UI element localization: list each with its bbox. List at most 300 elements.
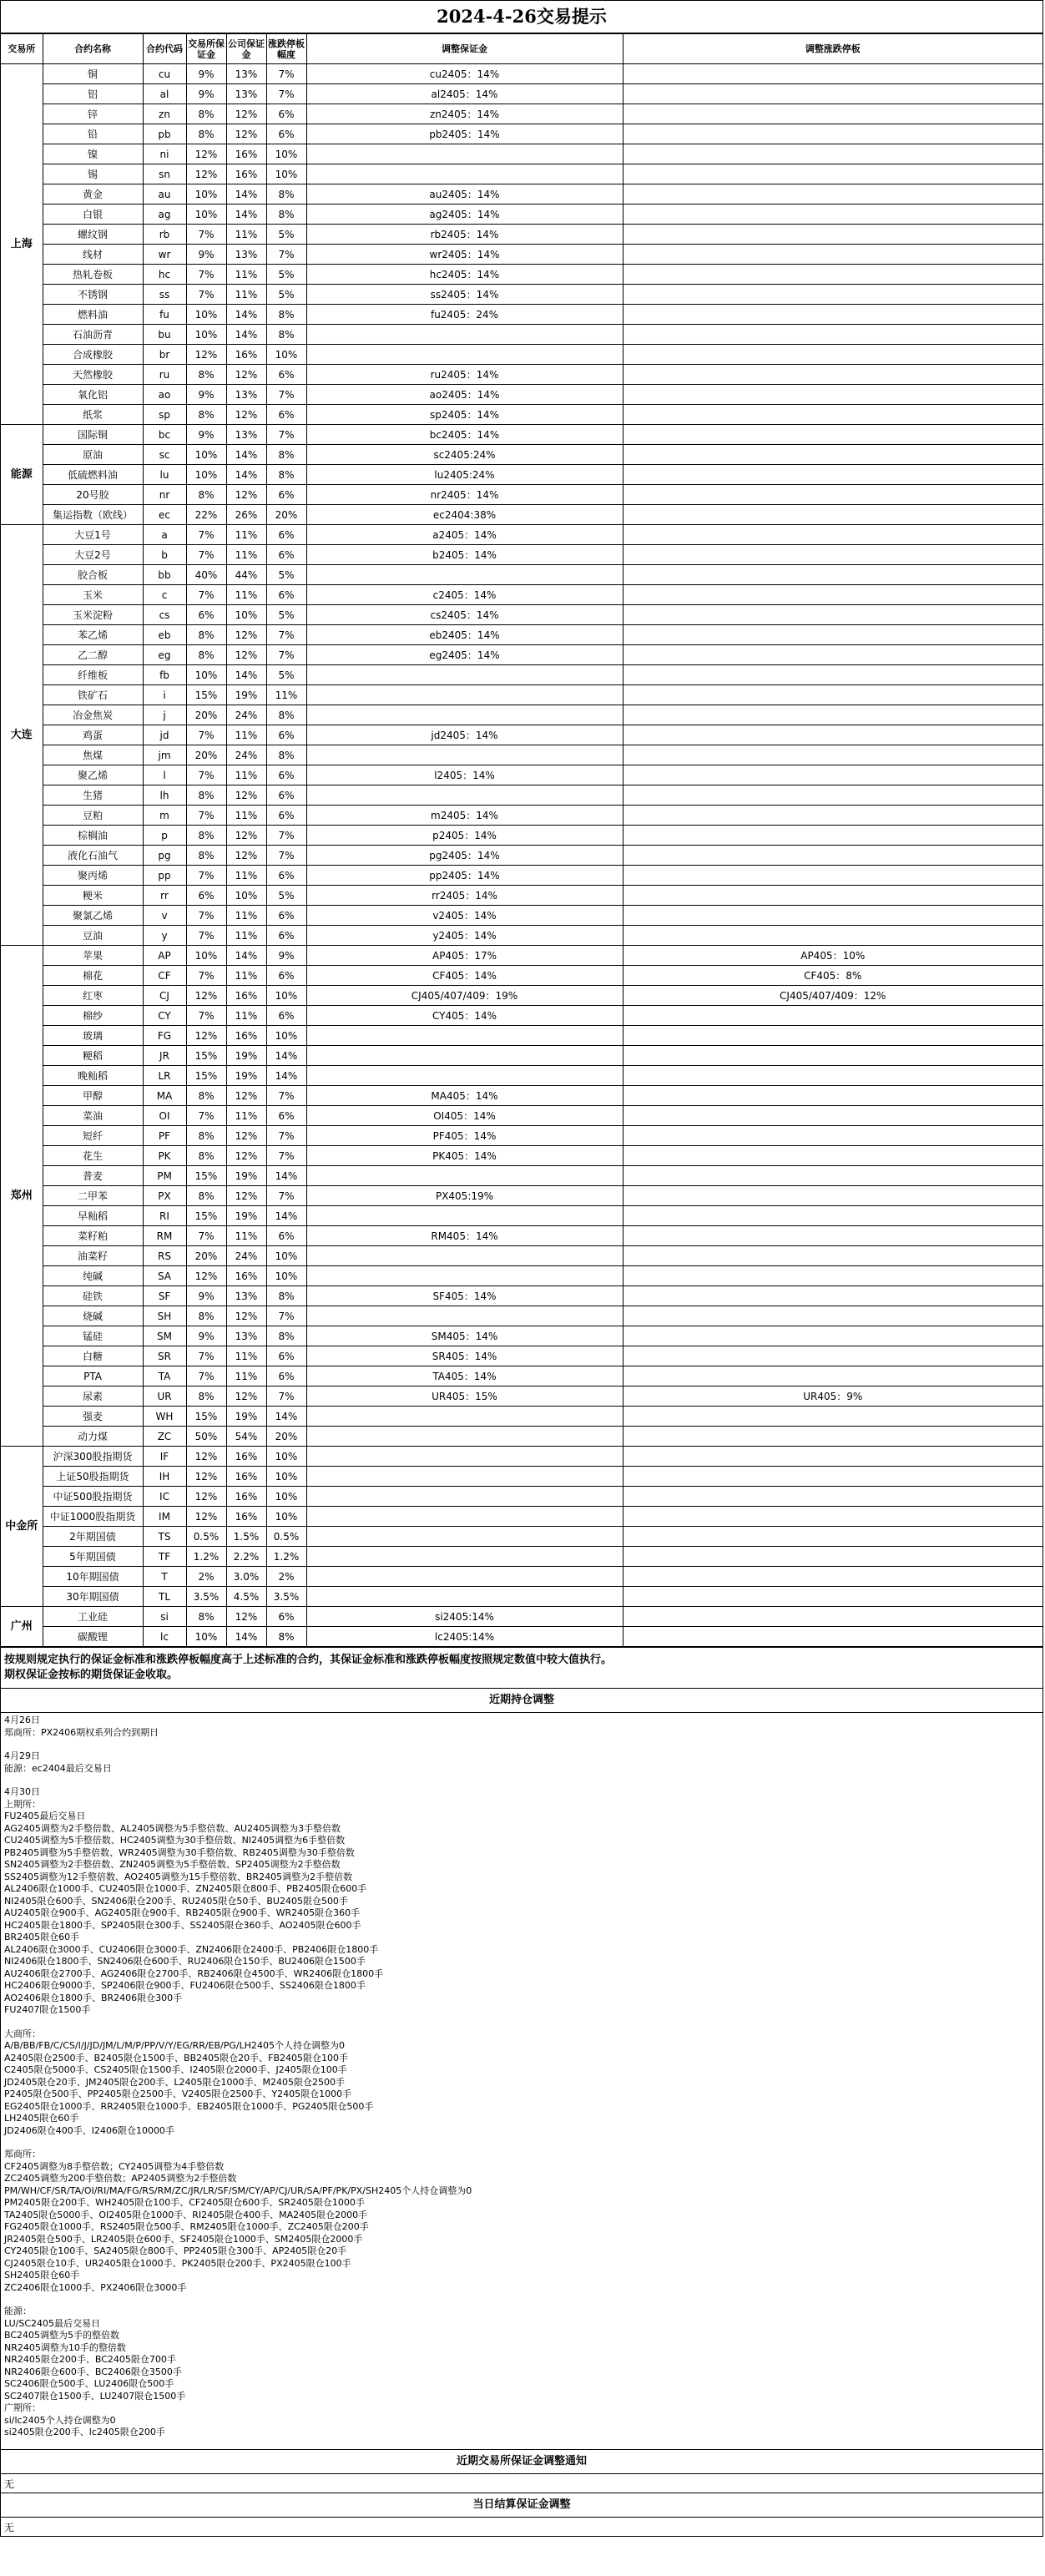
- contract-code-cell: RM: [143, 1226, 186, 1246]
- company-margin-cell: 54%: [226, 1427, 266, 1447]
- adjust-margin-cell: rb2405：14%: [306, 225, 623, 245]
- adjust-limit-cell: [623, 485, 1042, 505]
- table-row: [1, 685, 1042, 705]
- adjust-margin-cell: [306, 325, 623, 345]
- table-row: [1, 525, 1042, 545]
- contract-code-cell: cu: [143, 64, 186, 84]
- limit-range-cell: 5%: [266, 565, 306, 585]
- contract-code-cell: TL: [143, 1587, 186, 1607]
- company-margin-cell: 11%: [226, 285, 266, 305]
- contract-name-cell: 白糖: [43, 1346, 143, 1366]
- adjust-limit-cell: [623, 745, 1042, 765]
- contract-name-cell: 锌: [43, 104, 143, 124]
- exchange-margin-cell: 7%: [186, 1006, 226, 1026]
- exchange-margin-cell: 12%: [186, 345, 226, 365]
- contract-code-cell: p: [143, 826, 186, 846]
- settlement-text: 无: [4, 2521, 15, 2533]
- contract-code-cell: bu: [143, 325, 186, 345]
- company-margin-cell: 4.5%: [226, 1587, 266, 1607]
- adjust-limit-cell: [623, 1046, 1042, 1066]
- adjust-margin-cell: pb2405：14%: [306, 124, 623, 144]
- company-margin-cell: 13%: [226, 84, 266, 104]
- adjust-limit-cell: [623, 184, 1042, 205]
- contract-name-cell: 苹果: [43, 946, 143, 966]
- adjust-limit-cell: [623, 1106, 1042, 1126]
- adjust-limit-cell: [623, 785, 1042, 806]
- contract-code-cell: sn: [143, 164, 186, 184]
- limit-range-cell: 7%: [266, 826, 306, 846]
- adjust-margin-cell: nr2405：14%: [306, 485, 623, 505]
- company-margin-cell: 19%: [226, 1166, 266, 1186]
- adjust-margin-cell: [306, 745, 623, 765]
- contract-code-cell: lc: [143, 1627, 186, 1647]
- contract-code-cell: JR: [143, 1046, 186, 1066]
- adjust-margin-cell: [306, 1026, 623, 1046]
- table-row: [1, 1386, 1042, 1407]
- contract-code-cell: UR: [143, 1386, 186, 1407]
- adjust-margin-cell: [306, 1587, 623, 1607]
- table-row: [1, 1487, 1042, 1507]
- contract-code-cell: lu: [143, 465, 186, 485]
- table-row: [1, 144, 1042, 164]
- limit-range-cell: 3.5%: [266, 1587, 306, 1607]
- adjust-margin-cell: [306, 1166, 623, 1186]
- contract-name-cell: 粳米: [43, 886, 143, 906]
- adjust-margin-cell: [306, 705, 623, 725]
- adjust-limit-cell: [623, 365, 1042, 385]
- exchange-margin-cell: 12%: [186, 1266, 226, 1286]
- table-row: [1, 986, 1042, 1006]
- contract-code-cell: MA: [143, 1086, 186, 1106]
- table-row: [1, 1587, 1042, 1607]
- adjust-limit-cell: [623, 1026, 1042, 1046]
- page-title: 2024-4-26交易提示: [1, 1, 1042, 33]
- table-row: [1, 285, 1042, 305]
- limit-range-cell: 14%: [266, 1166, 306, 1186]
- contract-code-cell: br: [143, 345, 186, 365]
- limit-range-cell: 20%: [266, 505, 306, 525]
- table-row: [1, 1126, 1042, 1146]
- contract-name-cell: 大豆1号: [43, 525, 143, 545]
- table-row: [1, 104, 1042, 124]
- table-row: [1, 1066, 1042, 1086]
- adjust-margin-cell: MA405：14%: [306, 1086, 623, 1106]
- company-margin-cell: 14%: [226, 665, 266, 685]
- exchange-margin-cell: 12%: [186, 1487, 226, 1507]
- table-row: [1, 785, 1042, 806]
- exchange-margin-cell: 15%: [186, 1066, 226, 1086]
- limit-range-cell: 7%: [266, 385, 306, 405]
- contract-code-cell: WH: [143, 1407, 186, 1427]
- table-row: [1, 305, 1042, 325]
- company-margin-cell: 16%: [226, 164, 266, 184]
- limit-range-cell: 7%: [266, 1086, 306, 1106]
- table-row: [1, 866, 1042, 886]
- table-row: [1, 1627, 1042, 1647]
- exchange-margin-cell: 7%: [186, 806, 226, 826]
- adjust-limit-cell: [623, 445, 1042, 465]
- contract-name-cell: 豆油: [43, 926, 143, 946]
- table-row: [1, 585, 1042, 605]
- limit-range-cell: 6%: [266, 906, 306, 926]
- exchange-margin-cell: 8%: [186, 645, 226, 665]
- company-margin-cell: 16%: [226, 1266, 266, 1286]
- contract-name-cell: 豆粕: [43, 806, 143, 826]
- adjust-limit-cell: [623, 1266, 1042, 1286]
- exchange-margin-cell: 12%: [186, 1507, 226, 1527]
- contract-name-cell: 焦煤: [43, 745, 143, 765]
- contract-code-cell: wr: [143, 245, 186, 265]
- adjust-limit-cell: [623, 1447, 1042, 1467]
- company-margin-cell: 11%: [226, 1346, 266, 1366]
- company-margin-cell: 16%: [226, 1026, 266, 1046]
- exchange-margin-cell: 8%: [186, 785, 226, 806]
- adjust-limit-cell: [623, 1507, 1042, 1527]
- rule-note: 按规则规定执行的保证金标准和涨跌停板幅度高于上述标准的合约，其保证金标准和涨跌停板幅度按照规定数值中较大值执行。 期权保证金按标的期货保证金收取。: [1, 1647, 1042, 1688]
- adjust-margin-cell: lc2405:14%: [306, 1627, 623, 1647]
- header-contract-code: 合约代码: [143, 34, 186, 64]
- company-margin-cell: 24%: [226, 1246, 266, 1266]
- limit-range-cell: 8%: [266, 465, 306, 485]
- company-margin-cell: 12%: [226, 1306, 266, 1326]
- contract-name-cell: 纯碱: [43, 1266, 143, 1286]
- company-margin-cell: 19%: [226, 1046, 266, 1066]
- adjust-limit-cell: [623, 1346, 1042, 1366]
- limit-range-cell: 8%: [266, 705, 306, 725]
- table-row: [1, 946, 1042, 966]
- adjust-limit-cell: [623, 1627, 1042, 1647]
- contract-code-cell: j: [143, 705, 186, 725]
- limit-range-cell: 10%: [266, 1026, 306, 1046]
- contract-name-cell: 液化石油气: [43, 846, 143, 866]
- contract-code-cell: zn: [143, 104, 186, 124]
- limit-range-cell: 10%: [266, 345, 306, 365]
- adjust-margin-cell: [306, 1066, 623, 1086]
- limit-range-cell: 14%: [266, 1066, 306, 1086]
- company-margin-cell: 12%: [226, 124, 266, 144]
- exchange-cell: 大连: [1, 525, 43, 946]
- table-row: [1, 665, 1042, 685]
- exchange-margin-cell: 7%: [186, 765, 226, 785]
- company-margin-cell: 16%: [226, 1507, 266, 1527]
- exchange-margin-cell: 8%: [186, 1386, 226, 1407]
- table-row: [1, 445, 1042, 465]
- table-row: [1, 565, 1042, 585]
- adjust-margin-cell: ss2405：14%: [306, 285, 623, 305]
- exchange-margin-cell: 7%: [186, 1346, 226, 1366]
- contract-code-cell: rb: [143, 225, 186, 245]
- adjust-limit-cell: [623, 1286, 1042, 1306]
- adjust-margin-cell: [306, 1507, 623, 1527]
- contract-code-cell: lh: [143, 785, 186, 806]
- contract-code-cell: CF: [143, 966, 186, 986]
- contract-code-cell: ni: [143, 144, 186, 164]
- limit-range-cell: 14%: [266, 1407, 306, 1427]
- exchange-margin-cell: 9%: [186, 385, 226, 405]
- adjust-margin-cell: au2405：14%: [306, 184, 623, 205]
- adjust-limit-cell: [623, 665, 1042, 685]
- table-row: [1, 84, 1042, 104]
- adjust-margin-cell: wr2405：14%: [306, 245, 623, 265]
- adjust-margin-cell: lu2405:24%: [306, 465, 623, 485]
- exchange-margin-cell: 3.5%: [186, 1587, 226, 1607]
- contract-name-cell: 热轧卷板: [43, 265, 143, 285]
- limit-range-cell: 10%: [266, 1447, 306, 1467]
- limit-range-cell: 8%: [266, 1286, 306, 1306]
- limit-range-cell: 7%: [266, 645, 306, 665]
- company-margin-cell: 11%: [226, 1366, 266, 1386]
- company-margin-cell: 13%: [226, 1286, 266, 1306]
- header-exchange-margin: 交易所保证金: [186, 34, 226, 64]
- exchange-margin-cell: 10%: [186, 445, 226, 465]
- contract-code-cell: cs: [143, 605, 186, 625]
- exchange-cell: 能源: [1, 425, 43, 525]
- table-row: [1, 1086, 1042, 1106]
- exchange-margin-cell: 9%: [186, 1326, 226, 1346]
- company-margin-cell: 3.0%: [226, 1567, 266, 1587]
- header-adjust-limit: 调整涨跌停板: [623, 34, 1042, 64]
- contract-code-cell: bb: [143, 565, 186, 585]
- exchange-margin-cell: 8%: [186, 1607, 226, 1627]
- exchange-notice-text: 无: [4, 2478, 15, 2490]
- company-margin-cell: 11%: [226, 525, 266, 545]
- company-margin-cell: 12%: [226, 846, 266, 866]
- adjust-margin-cell: ru2405：14%: [306, 365, 623, 385]
- contract-code-cell: TS: [143, 1527, 186, 1547]
- contract-name-cell: 天然橡胶: [43, 365, 143, 385]
- company-margin-cell: 16%: [226, 986, 266, 1006]
- adjust-limit-cell: [623, 225, 1042, 245]
- company-margin-cell: 14%: [226, 325, 266, 345]
- exchange-margin-cell: 8%: [186, 1086, 226, 1106]
- adjust-limit-cell: [623, 64, 1042, 84]
- limit-range-cell: 5%: [266, 665, 306, 685]
- table-row: [1, 1046, 1042, 1066]
- exchange-margin-cell: 7%: [186, 265, 226, 285]
- adjust-limit-cell: [623, 245, 1042, 265]
- exchange-margin-cell: 9%: [186, 64, 226, 84]
- contract-name-cell: 碳酸锂: [43, 1627, 143, 1647]
- adjust-limit-cell: [623, 705, 1042, 725]
- contract-code-cell: hc: [143, 265, 186, 285]
- adjust-limit-cell: [623, 305, 1042, 325]
- company-margin-cell: 12%: [226, 1607, 266, 1627]
- exchange-margin-cell: 20%: [186, 1246, 226, 1266]
- adjust-margin-cell: y2405：14%: [306, 926, 623, 946]
- adjust-margin-cell: [306, 1046, 623, 1066]
- adjust-margin-cell: cs2405：14%: [306, 605, 623, 625]
- adjust-margin-cell: rr2405：14%: [306, 886, 623, 906]
- adjust-margin-cell: v2405：14%: [306, 906, 623, 926]
- contract-name-cell: 尿素: [43, 1386, 143, 1407]
- company-margin-cell: 44%: [226, 565, 266, 585]
- limit-range-cell: 7%: [266, 1126, 306, 1146]
- company-margin-cell: 11%: [226, 1106, 266, 1126]
- limit-range-cell: 7%: [266, 846, 306, 866]
- adjust-limit-cell: [623, 505, 1042, 525]
- exchange-margin-cell: 10%: [186, 205, 226, 225]
- limit-range-cell: 8%: [266, 1627, 306, 1647]
- contract-code-cell: SR: [143, 1346, 186, 1366]
- contract-code-cell: ao: [143, 385, 186, 405]
- contract-code-cell: si: [143, 1607, 186, 1627]
- contract-name-cell: 棉花: [43, 966, 143, 986]
- exchange-margin-cell: 7%: [186, 1226, 226, 1246]
- contract-name-cell: 上证50股指期货: [43, 1467, 143, 1487]
- header-limit-range: 涨跌停板幅度: [266, 34, 306, 64]
- company-margin-cell: 16%: [226, 144, 266, 164]
- company-margin-cell: 16%: [226, 1487, 266, 1507]
- company-margin-cell: 11%: [226, 806, 266, 826]
- adjust-margin-cell: eg2405：14%: [306, 645, 623, 665]
- adjust-margin-cell: RM405：14%: [306, 1226, 623, 1246]
- contract-name-cell: 低硫燃料油: [43, 465, 143, 485]
- adjust-limit-cell: [623, 144, 1042, 164]
- company-margin-cell: 11%: [226, 265, 266, 285]
- exchange-margin-cell: 6%: [186, 605, 226, 625]
- table-row: [1, 184, 1042, 205]
- adjust-margin-cell: AP405：17%: [306, 946, 623, 966]
- exchange-margin-cell: 15%: [186, 1206, 226, 1226]
- contract-name-cell: 聚乙烯: [43, 765, 143, 785]
- adjust-limit-cell: [623, 1126, 1042, 1146]
- table-row: [1, 1186, 1042, 1206]
- adjust-limit-cell: [623, 565, 1042, 585]
- contract-code-cell: au: [143, 184, 186, 205]
- contract-code-cell: b: [143, 545, 186, 565]
- adjust-margin-cell: [306, 1266, 623, 1286]
- contract-code-cell: PM: [143, 1166, 186, 1186]
- adjust-margin-cell: CF405：14%: [306, 966, 623, 986]
- adjust-limit-cell: [623, 1006, 1042, 1026]
- adjust-margin-cell: eb2405：14%: [306, 625, 623, 645]
- table-row: [1, 545, 1042, 565]
- table-row: [1, 405, 1042, 425]
- adjust-margin-cell: l2405：14%: [306, 765, 623, 785]
- contract-name-cell: 合成橡胶: [43, 345, 143, 365]
- table-row: [1, 1206, 1042, 1226]
- company-margin-cell: 11%: [226, 966, 266, 986]
- contract-code-cell: jm: [143, 745, 186, 765]
- limit-range-cell: 8%: [266, 184, 306, 205]
- settlement-title: 当日结算保证金调整: [1, 2493, 1042, 2518]
- positions-content: [1, 1713, 1042, 2441]
- table-row: [1, 1346, 1042, 1366]
- exchange-margin-cell: 6%: [186, 886, 226, 906]
- exchange-margin-cell: 12%: [186, 164, 226, 184]
- contract-name-cell: 棕榈油: [43, 826, 143, 846]
- limit-range-cell: 6%: [266, 1346, 306, 1366]
- contract-code-cell: FG: [143, 1026, 186, 1046]
- limit-range-cell: 10%: [266, 1266, 306, 1286]
- exchange-margin-cell: 7%: [186, 725, 226, 745]
- exchange-margin-cell: 8%: [186, 1306, 226, 1326]
- exchange-margin-cell: 7%: [186, 1106, 226, 1126]
- contract-code-cell: IF: [143, 1447, 186, 1467]
- limit-range-cell: 6%: [266, 725, 306, 745]
- limit-range-cell: 20%: [266, 1427, 306, 1447]
- company-margin-cell: 13%: [226, 385, 266, 405]
- table-row: [1, 1246, 1042, 1266]
- contract-name-cell: 白银: [43, 205, 143, 225]
- adjust-limit-cell: [623, 1246, 1042, 1266]
- contract-code-cell: ZC: [143, 1427, 186, 1447]
- company-margin-cell: 11%: [226, 866, 266, 886]
- company-margin-cell: 12%: [226, 826, 266, 846]
- limit-range-cell: 0.5%: [266, 1527, 306, 1547]
- company-margin-cell: 26%: [226, 505, 266, 525]
- table-row: [1, 385, 1042, 405]
- adjust-margin-cell: sc2405:24%: [306, 445, 623, 465]
- contract-name-cell: 工业硅: [43, 1607, 143, 1627]
- table-row: [1, 1106, 1042, 1126]
- company-margin-cell: 13%: [226, 245, 266, 265]
- adjust-limit-cell: [623, 645, 1042, 665]
- contract-name-cell: 油菜籽: [43, 1246, 143, 1266]
- limit-range-cell: 6%: [266, 485, 306, 505]
- exchange-margin-cell: 10%: [186, 465, 226, 485]
- company-margin-cell: 14%: [226, 445, 266, 465]
- table-row: [1, 465, 1042, 485]
- exchange-margin-cell: 22%: [186, 505, 226, 525]
- table-row: [1, 1166, 1042, 1186]
- contract-name-cell: 铁矿石: [43, 685, 143, 705]
- limit-range-cell: 1.2%: [266, 1547, 306, 1567]
- limit-range-cell: 5%: [266, 225, 306, 245]
- table-row: [1, 1547, 1042, 1567]
- exchange-margin-cell: 8%: [186, 1186, 226, 1206]
- company-margin-cell: 11%: [226, 1226, 266, 1246]
- contract-name-cell: 黄金: [43, 184, 143, 205]
- table-header-row: [1, 34, 1042, 64]
- exchange-margin-cell: 7%: [186, 966, 226, 986]
- adjust-margin-cell: [306, 1407, 623, 1427]
- contract-code-cell: sc: [143, 445, 186, 465]
- company-margin-cell: 11%: [226, 765, 266, 785]
- adjust-margin-cell: a2405：14%: [306, 525, 623, 545]
- contract-name-cell: 生猪: [43, 785, 143, 806]
- limit-range-cell: 10%: [266, 1467, 306, 1487]
- contract-name-cell: 动力煤: [43, 1427, 143, 1447]
- company-margin-cell: 12%: [226, 1386, 266, 1407]
- adjust-limit-cell: [623, 84, 1042, 104]
- adjust-margin-cell: fu2405：24%: [306, 305, 623, 325]
- contract-code-cell: SA: [143, 1266, 186, 1286]
- adjust-margin-cell: [306, 345, 623, 365]
- exchange-margin-cell: 15%: [186, 1407, 226, 1427]
- limit-range-cell: 6%: [266, 926, 306, 946]
- contract-name-cell: 国际铜: [43, 425, 143, 445]
- limit-range-cell: 10%: [266, 1487, 306, 1507]
- limit-range-cell: 7%: [266, 245, 306, 265]
- exchange-margin-cell: 8%: [186, 365, 226, 385]
- limit-range-cell: 6%: [266, 785, 306, 806]
- contract-name-cell: 强麦: [43, 1407, 143, 1427]
- adjust-limit-cell: [623, 104, 1042, 124]
- header-company-margin: 公司保证金: [226, 34, 266, 64]
- exchange-margin-cell: 15%: [186, 1046, 226, 1066]
- adjust-limit-cell: [623, 425, 1042, 445]
- exchange-cell: 上海: [1, 64, 43, 425]
- adjust-limit-cell: [623, 1527, 1042, 1547]
- exchange-margin-cell: 10%: [186, 305, 226, 325]
- exchange-margin-cell: 10%: [186, 1627, 226, 1647]
- header-exchange: 交易所: [1, 34, 43, 64]
- contract-name-cell: 甲醇: [43, 1086, 143, 1106]
- position-adjust-block: 郑商所： CF2405调整为8手整倍数；CY2405调整为4手整倍数 ZC2405调整为200手整倍数；AP2405调整为2手整倍数 PM/WH/CF/SR/TA/OI/RI/MA/FG/RS/RM/ZC/JR/LR/SF/SM/CY/AP/CJ/UR/SA/PF/PK/PX/SH2405个人持仓调整为0 PM2405限仓200手、WH2405限仓100手、CF2405限仓600手、SR2405限仓1000手 TA2405限仓5000手、OI2405限仓1000手、RI2405限仓400手、MA2405限仓2000手 FG2405限仓1000手、RS2405限仓500手、RM2405限仓1000手、ZC2405限仓200手 JR2405限仓500手、LR2405限仓600手、SF2405限仓1000手、SM2405限仓2000手 CY2405限仓100手、SA2405限仓800手、PP2405限仓300手、AP2405限仓20手 CJ2405限仓10手、UR2405限仓1000手、PK2405限仓200手、PX2405限仓100手 SH2405限仓60手 ZC2406限仓1000手、PX2406限仓3000手: [4, 2149, 472, 2293]
- company-margin-cell: 2.2%: [226, 1547, 266, 1567]
- contract-code-cell: fb: [143, 665, 186, 685]
